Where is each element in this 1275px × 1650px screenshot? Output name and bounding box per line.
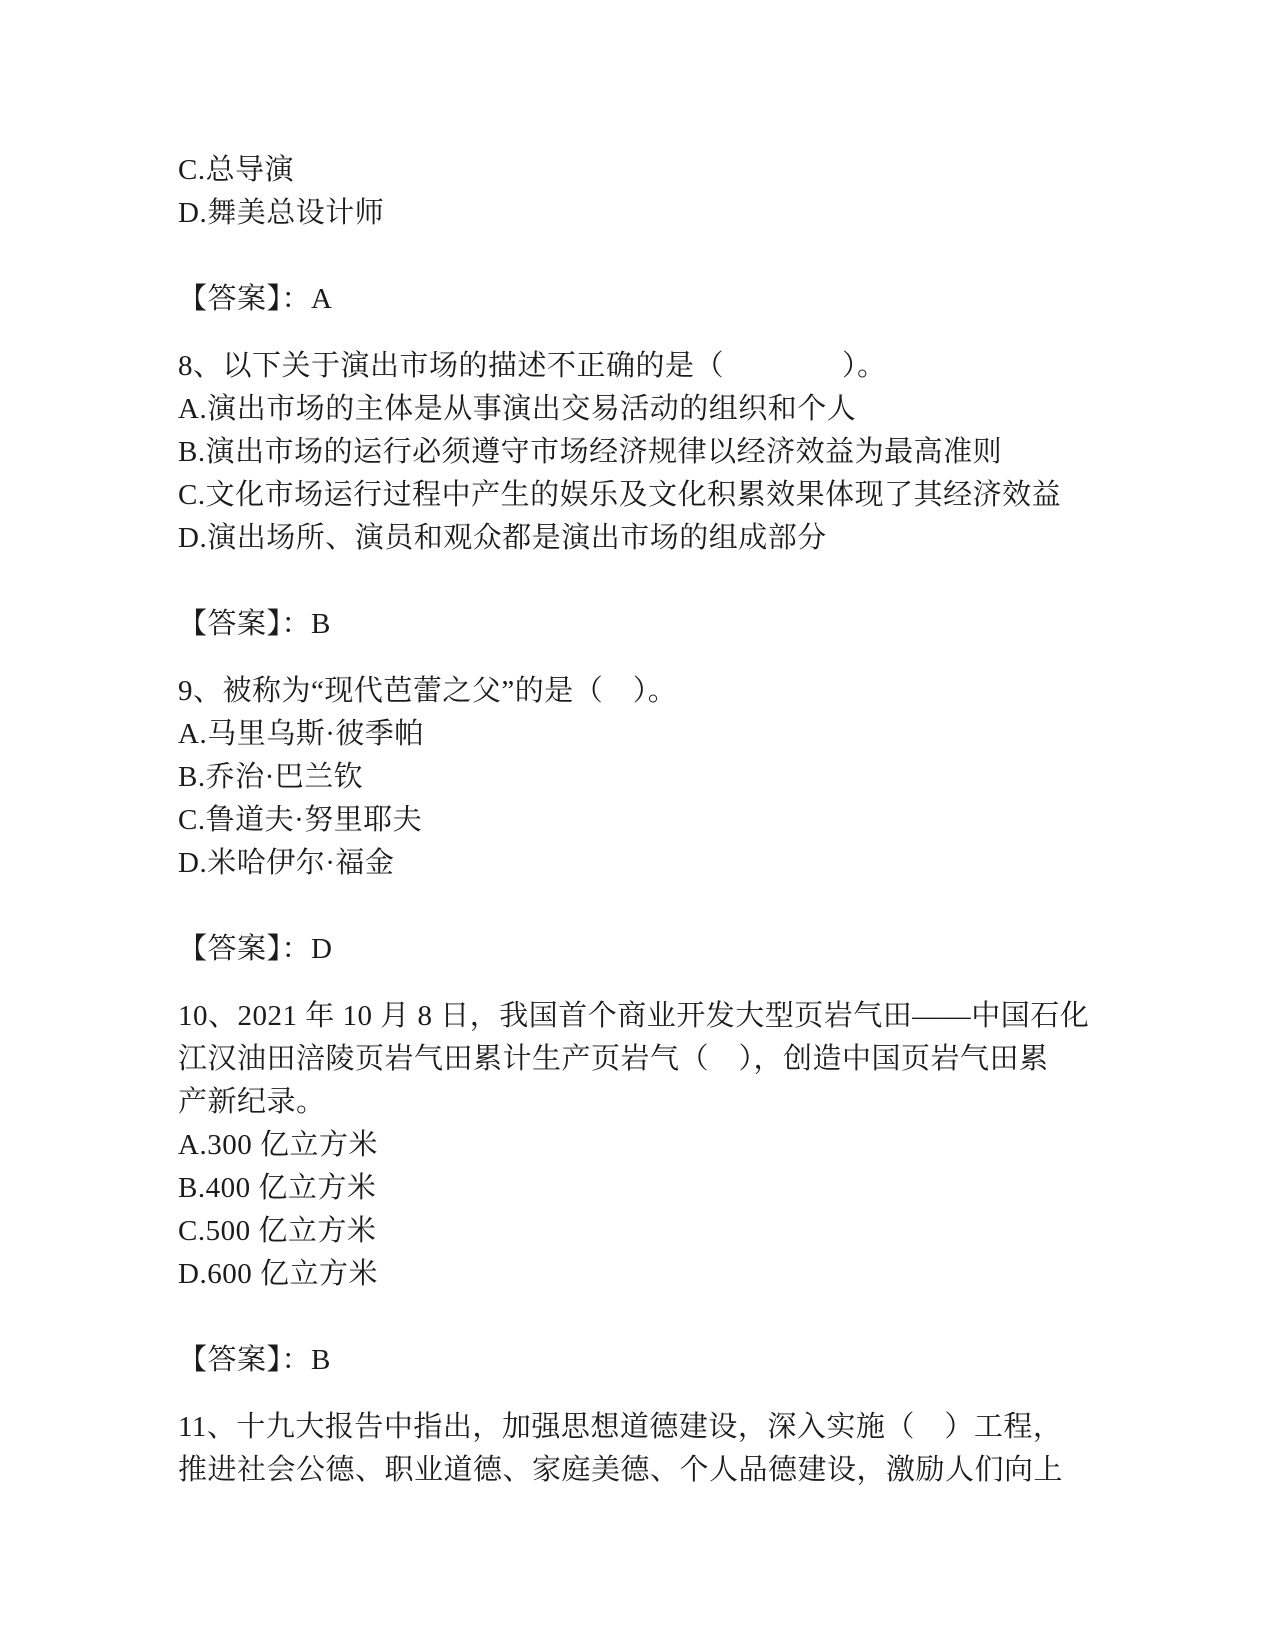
answer-line: 【答案】：B bbox=[178, 1344, 331, 1376]
question-10-block bbox=[178, 995, 1125, 1382]
question-line-3: 产新纪录。 bbox=[178, 1086, 326, 1118]
question-11-block bbox=[178, 1406, 1125, 1492]
question-line-2: 推进社会公德、职业道德、家庭美德、个人品德建设，激励人们向上 bbox=[178, 1454, 1064, 1486]
question-7-tail-block bbox=[178, 149, 1125, 321]
question-line: 9、被称为“现代芭蕾之父”的是（ ）。 bbox=[178, 675, 678, 707]
option-line-c: C.总导演 bbox=[178, 154, 295, 186]
option-line-b: B.演出市场的运行必须遵守市场经济规律以经济效益为最高准则 bbox=[178, 436, 1003, 468]
answer-line: 【答案】：D bbox=[178, 933, 333, 965]
answer-line: 【答案】：B bbox=[178, 608, 331, 640]
option-line-d: D.舞美总设计师 bbox=[178, 197, 385, 229]
option-line-c: C.文化市场运行过程中产生的娱乐及文化积累效果体现了其经济效益 bbox=[178, 479, 1062, 511]
option-line-c: C.500 亿立方米 bbox=[178, 1215, 377, 1247]
answer-line: 【答案】：A bbox=[178, 283, 333, 315]
question-line: 8、以下关于演出市场的描述不正确的是（ ）。 bbox=[178, 350, 887, 382]
question-9-block bbox=[178, 670, 1125, 971]
question-line-1: 11、十九大报告中指出，加强思想道德建设，深入实施（ ）工程， bbox=[178, 1411, 1063, 1443]
question-8-block bbox=[178, 345, 1125, 646]
option-line-a: A.演出市场的主体是从事演出交易活动的组织和个人 bbox=[178, 393, 857, 425]
option-line-a: A.马里乌斯·彼季帕 bbox=[178, 718, 424, 750]
question-line-1: 10、2021 年 10 月 8 日，我国首个商业开发大型页岩气田——中国石化 bbox=[178, 1000, 1090, 1032]
option-line-d: D.600 亿立方米 bbox=[178, 1258, 378, 1290]
question-line-2: 江汉油田涪陵页岩气田累计生产页岩气（ ），创造中国页岩气田累 bbox=[178, 1043, 1049, 1075]
option-line-b: B.乔治·巴兰钦 bbox=[178, 761, 364, 793]
option-line-b: B.400 亿立方米 bbox=[178, 1172, 377, 1204]
option-line-d: D.米哈伊尔·福金 bbox=[178, 847, 395, 879]
option-line-d: D.演出场所、演员和观众都是演出市场的组成部分 bbox=[178, 522, 827, 554]
option-line-a: A.300 亿立方米 bbox=[178, 1129, 378, 1161]
option-line-c: C.鲁道夫·努里耶夫 bbox=[178, 804, 423, 836]
